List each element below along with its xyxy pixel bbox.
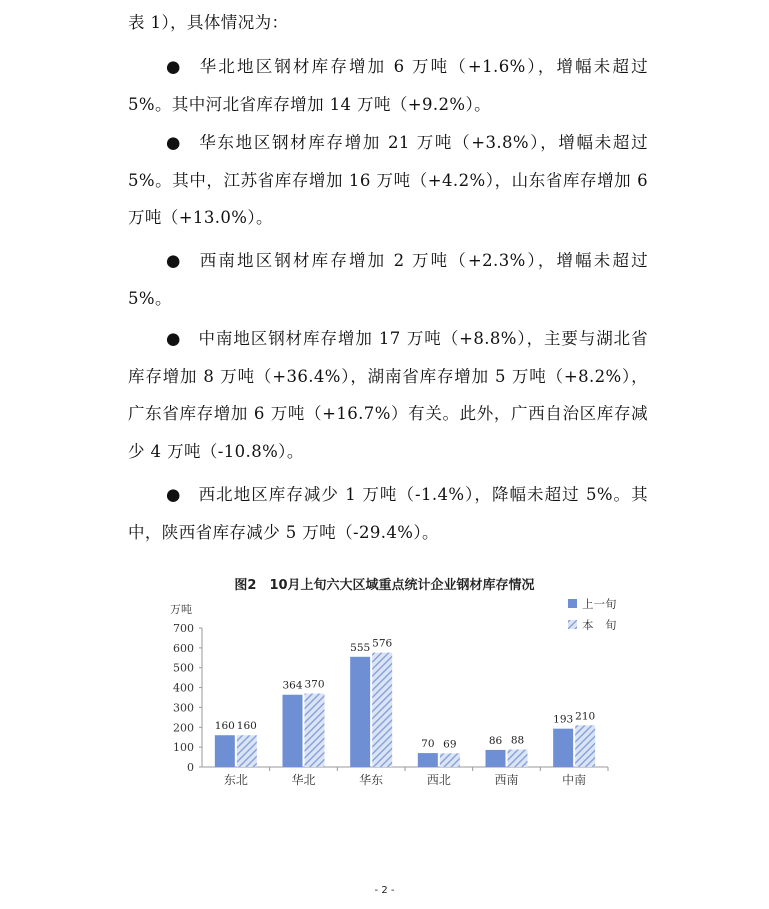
legend-label: 本 旬 [582,618,617,632]
y-tick-label: 300 [173,701,194,715]
paragraph-east-china: ● 华东地区钢材库存增加 21 万吨（+3.8%），增幅未超过 5%。其中，江苏省库存增加 16 万吨（+4.2%），山东省库存增加 6 万吨（+13.0%）。 [128,124,648,237]
legend-swatch [568,599,577,608]
y-tick-label: 600 [173,641,194,655]
bullet-dot: ● [166,329,181,348]
data-label: 576 [372,637,393,650]
data-label: 555 [350,641,371,654]
bar-current-0 [237,735,257,767]
bar-current-2 [372,653,392,767]
bar-current-1 [305,694,325,767]
x-tick-label: 中南 [562,773,587,787]
y-tick-label: 400 [173,681,194,695]
data-label: 69 [443,738,457,751]
data-label: 160 [214,720,235,733]
bar-current-3 [440,753,460,767]
bar-previous-2 [350,657,370,767]
y-tick-label: 200 [173,721,194,735]
bar-previous-0 [215,735,235,767]
data-label: 88 [510,734,525,747]
x-tick-label: 西南 [494,773,519,787]
data-label: 193 [553,713,574,726]
bar-chart [0,595,769,805]
bullet-dot: ● [166,251,181,270]
data-label: 364 [282,679,303,692]
y-tick-label: 500 [173,661,194,675]
paragraph-southwest: ● 西南地区钢材库存增加 2 万吨（+2.3%），增幅未超过 5%。 [128,242,648,317]
data-label: 210 [575,710,596,723]
y-tick-label: 0 [187,761,194,774]
data-label: 370 [304,678,325,691]
bullet-dot: ● [166,133,181,152]
bar-previous-3 [418,753,438,767]
paragraph-north-china: ● 华北地区钢材库存增加 6 万吨（+1.6%），增幅未超过 5%。其中河北省库存增加 14 万吨（+9.2%）。 [128,48,648,123]
legend-label: 上一旬 [582,597,617,611]
x-tick-label: 东北 [223,773,248,787]
page-number: - 2 - [374,885,395,896]
bullet-dot: ● [166,57,181,76]
y-tick-label: 100 [173,741,194,755]
bullet-dot: ● [166,485,181,504]
data-label: 86 [488,734,503,747]
x-tick-label: 华东 [359,773,384,787]
x-tick-label: 西北 [426,773,451,787]
bar-current-5 [575,725,595,767]
bar-previous-5 [553,729,573,767]
data-label: 70 [421,738,435,751]
x-tick-label: 华北 [291,773,316,787]
bar-previous-1 [283,695,303,767]
paragraph-intro: 表 1），具体情况为： [128,13,289,32]
bar-current-4 [508,750,528,767]
paragraph-northwest: ● 西北地区库存减少 1 万吨（-1.4%），降幅未超过 5%。其中，陕西省库存减少 5 万吨（-29.4%）。 [128,476,648,551]
paragraph-central-south: ● 中南地区钢材库存增加 17 万吨（+8.8%），主要与湖北省库存增加 8 万吨（+36.4%），湖南省库存增加 5 万吨（+8.2%），广东省库存增加 6 万吨（+16.7%）有关。此外，广西自治区库存减少 4 万吨（-10.8%）。 [128,320,648,470]
y-axis-label: 万吨 [170,603,192,616]
bar-previous-4 [486,750,506,767]
y-tick-label: 700 [173,622,194,635]
legend-swatch [568,620,577,629]
data-label: 160 [236,720,257,733]
chart-title: 图2 10月上旬六大区域重点统计企业钢材库存情况 [234,578,535,593]
